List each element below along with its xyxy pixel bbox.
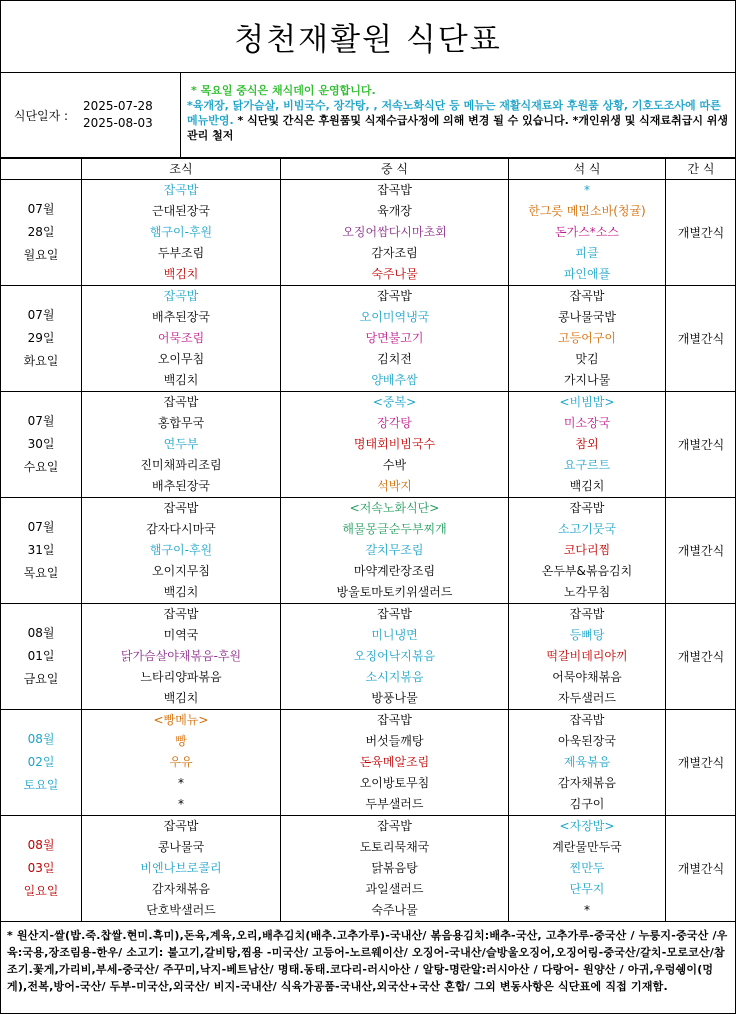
menu-item: 육개장: [377, 204, 412, 218]
period-dates: [81, 73, 181, 157]
menu-item: 숙주나물: [371, 903, 418, 917]
breakfast-cell: [82, 392, 281, 498]
breakfast-cell: [82, 286, 281, 392]
menu-item: 닭가슴살야채볶음-후원: [120, 649, 242, 663]
menu-item: 떡갈비데리야끼: [546, 649, 628, 663]
menu-item: 잡곡밥: [569, 289, 605, 303]
menu-item: 빵: [175, 734, 187, 748]
menu-item: 미역국: [163, 628, 199, 642]
menu-item: 느타리양파볶음: [140, 670, 222, 684]
day-row: [1, 180, 736, 286]
notice: [181, 73, 735, 157]
menu-item: <자장밥>: [559, 819, 615, 833]
menu-item: 오징어쌈다시마초회: [342, 225, 447, 239]
origin-footer: * 원산지-쌀(밥.죽.찹쌀.현미.흑미),돈육,계육,오리,배추김치(배추.고추가루)-국내산/ 볶음용김치:배추-국산, 고추가루-중국산 / 누룽지-중국산 /우육:국용,장조림용-한우/ 소고기: 불고기,갈비탕,찜용 -미국산/ 고등어-노르웨이산/ 오징어-국내산/슬방울오징어,오징어링-중국산/갈치-모로코산/참조기.꽃게,가리비,부세-중국산/ 주꾸미,낙지-베트남산/ 명태.동태.코다리-러시아산 / 알탕-명란알:러시아산 / 다랑어- 원양산 / 아귀,우렁쉥이(멍게),전복,방어-국산/ 두부-미국산,외국산/ 비지-국내산/ 식육가공품-국내산,외국산+국산 혼합/ 그외 변동사항은 식단표에 직접 기재함.: [7, 929, 728, 993]
menu-item: 자두샐러드: [558, 691, 616, 705]
day-month: 08월: [27, 626, 55, 640]
menu-item: 닭볶음탕: [371, 861, 418, 875]
day-day: 31일: [27, 543, 55, 557]
snack-cell: 개별간식: [666, 710, 736, 816]
day-weekday: 토요일: [23, 778, 59, 792]
table-header-row: [1, 159, 736, 180]
menu-item: 백김치: [163, 373, 199, 387]
menu-item: 코다리찜: [563, 543, 611, 557]
day-day: 30일: [27, 437, 55, 451]
menu-item: 백김치: [163, 267, 199, 281]
day-weekday: 금요일: [23, 672, 59, 686]
day-cell: [1, 816, 82, 922]
menu-item: <빵메뉴>: [153, 713, 209, 727]
period-label: 식단일자 :: [13, 108, 69, 123]
menu-item: 도토리묵채국: [359, 840, 430, 854]
dinner-cell: [509, 710, 666, 816]
day-month: 07월: [27, 414, 55, 428]
menu-item: 오이지무침: [152, 564, 210, 578]
menu-item: 잡곡밥: [163, 289, 199, 303]
menu-item: *: [178, 797, 184, 811]
snack-cell: 개별간식: [666, 498, 736, 604]
menu-item: 백김치: [163, 585, 199, 599]
menu-item: 진미채꽈리조림: [140, 458, 222, 472]
breakfast-cell: [82, 816, 281, 922]
dinner-cell: [509, 286, 666, 392]
menu-item: 연두부: [163, 437, 199, 451]
breakfast-cell: [82, 604, 281, 710]
menu-item: 근대된장국: [152, 204, 210, 218]
breakfast-cell: [82, 710, 281, 816]
dinner-cell: [509, 392, 666, 498]
menu-item: 당면불고기: [365, 331, 424, 345]
snack-cell: 개별간식: [666, 816, 736, 922]
menu-item: 양배추쌈: [371, 373, 418, 387]
menu-item: 노각무침: [563, 585, 611, 599]
info-section: [1, 73, 735, 158]
notice-line2-cyan: *육개장, 닭가슴살, 비빔국수, 장각탕, , 저속노화식단 등 메뉴는 재활식재료와 후원품 상황, 기호도조사에 따른 메뉴반영.: [187, 99, 721, 127]
menu-item: 잡곡밥: [569, 501, 605, 515]
period-start: 2025-07-28: [83, 99, 153, 113]
lunch-cell: [281, 392, 509, 498]
menu-item: <저속노화식단>: [349, 501, 440, 515]
menu-item: 명태회비빔국수: [353, 437, 436, 451]
menu-item: 해물몽글순두부찌개: [342, 522, 447, 536]
day-cell: [1, 392, 82, 498]
menu-item: 참외: [575, 437, 599, 451]
menu-item: 오이미역냉국: [359, 310, 430, 324]
lunch-cell: [281, 710, 509, 816]
menu-item: 마약계란장조림: [353, 564, 436, 578]
header-breakfast: 조식: [82, 159, 281, 180]
notice-line1: * 목요일 중식은 채식데이 운영합니다.: [191, 84, 376, 97]
menu-item: 어묵조림: [157, 331, 205, 345]
lunch-cell: [281, 286, 509, 392]
menu-item: 소시지볶음: [365, 670, 424, 684]
day-weekday: 월요일: [23, 248, 59, 262]
menu-item: 콩나물국: [157, 840, 205, 854]
lunch-cell: [281, 498, 509, 604]
snack-cell: 개별간식: [666, 286, 736, 392]
dinner-cell: [509, 498, 666, 604]
period-end: 2025-08-03: [83, 116, 153, 130]
dinner-cell: [509, 816, 666, 922]
day-month: 08월: [27, 732, 55, 746]
menu-item: 홍합무국: [157, 416, 205, 430]
dinner-cell: [509, 604, 666, 710]
menu-item: *: [178, 776, 184, 790]
menu-item: 오이방토무침: [359, 776, 430, 790]
day-day: 02일: [27, 755, 55, 769]
menu-item: 햄구이-후원: [149, 225, 213, 239]
menu-item: 감자채볶음: [152, 882, 210, 896]
menu-item: <비빔밥>: [559, 395, 615, 409]
day-row: [1, 392, 736, 498]
menu-item: 오징어낙지볶음: [353, 649, 436, 663]
day-row: [1, 604, 736, 710]
day-month: 07월: [27, 520, 55, 534]
menu-item: 우유: [169, 755, 193, 769]
menu-item: 단호박샐러드: [146, 903, 216, 917]
menu-item: 잡곡밥: [163, 501, 199, 515]
day-weekday: 일요일: [23, 884, 59, 898]
menu-item: 잡곡밥: [377, 183, 412, 197]
menu-item: 김구이: [569, 797, 605, 811]
menu-item: 두부샐러드: [365, 797, 424, 811]
menu-item: 잡곡밥: [377, 289, 412, 303]
day-cell: [1, 710, 82, 816]
day-weekday: 목요일: [23, 566, 59, 580]
day-cell: [1, 180, 82, 286]
menu-item: 버섯들깨탕: [365, 734, 424, 748]
menu-item: 장각탕: [377, 416, 412, 430]
lunch-cell: [281, 816, 509, 922]
notice-line2: [187, 98, 729, 143]
menu-item: 어묵야채볶음: [552, 670, 622, 684]
menu-item: 햄구이-후원: [149, 543, 213, 557]
day-day: 29일: [27, 331, 55, 345]
menu-item: 비엔나브로콜리: [140, 861, 222, 875]
menu-item: 잡곡밥: [163, 183, 199, 197]
menu-item: 백김치: [163, 691, 199, 705]
menu-item: 배추된장국: [152, 479, 210, 493]
header-dinner: 석 식: [509, 159, 666, 180]
menu-item: 숙주나물: [371, 267, 418, 281]
day-cell: [1, 604, 82, 710]
menu-item: 감자조림: [371, 246, 418, 260]
menu-item: 방풍나물: [371, 691, 418, 705]
menu-item: 잡곡밥: [569, 607, 605, 621]
menu-item: 미니냉면: [371, 628, 418, 642]
menu-item: 등뼈탕: [569, 628, 605, 642]
menu-item: 잡곡밥: [377, 819, 412, 833]
menu-item: 갈치무조림: [365, 543, 424, 557]
menu-item: 잡곡밥: [163, 395, 199, 409]
menu-item: 계란물만두국: [552, 840, 622, 854]
menu-item: 백김치: [569, 479, 605, 493]
menu-item: 가지나물: [563, 373, 611, 387]
day-cell: [1, 498, 82, 604]
menu-item: 찐만두: [569, 861, 605, 875]
day-day: 28일: [27, 225, 55, 239]
menu-table: [0, 158, 736, 922]
menu-item: *: [584, 903, 590, 917]
day-month: 07월: [27, 308, 55, 322]
header-blank: [1, 159, 82, 180]
menu-body: [1, 180, 736, 922]
menu-item: 온두부&볶음김치: [541, 564, 633, 578]
breakfast-cell: [82, 180, 281, 286]
menu-item: 맛김: [575, 352, 599, 366]
header-lunch: 중 식: [281, 159, 509, 180]
menu-item: 오이무침: [157, 352, 205, 366]
notice-line2-black: * 식단및 간식은 후원품및 식재수급사정에 의해 변경 될 수 있습니다. *개인위생 및 식재료취급시 위생관리 철저: [187, 114, 729, 142]
menu-item: 수박: [382, 458, 407, 472]
menu-item: 두부조림: [157, 246, 205, 260]
menu-item: 아욱된장국: [558, 734, 616, 748]
menu-item: 고등어구이: [558, 331, 616, 345]
snack-cell: 개별간식: [666, 180, 736, 286]
menu-item: 피클: [575, 246, 599, 260]
lunch-cell: [281, 180, 509, 286]
menu-item: 파인애플: [563, 267, 611, 281]
menu-item: 잡곡밥: [163, 819, 199, 833]
menu-item: 잡곡밥: [569, 713, 605, 727]
dinner-cell: [509, 180, 666, 286]
menu-item: 미소장국: [563, 416, 611, 430]
menu-item: 석박지: [377, 479, 412, 493]
day-cell: [1, 286, 82, 392]
snack-cell: 개별간식: [666, 604, 736, 710]
menu-item: 요구르트: [563, 458, 611, 472]
menu-item: 제육볶음: [563, 755, 611, 769]
lunch-cell: [281, 604, 509, 710]
menu-item: 감자다시마국: [146, 522, 216, 536]
menu-item: 방울토마토키위샐러드: [336, 585, 453, 599]
menu-item: 김치전: [377, 352, 412, 366]
menu-item: 소고기뭇국: [558, 522, 616, 536]
day-day: 01일: [27, 649, 55, 663]
header-snack: 간 식: [666, 159, 736, 180]
day-row: [1, 710, 736, 816]
menu-item: 한그릇 메밀소바(청귤): [528, 204, 646, 218]
day-row: [1, 816, 736, 922]
menu-item: 잡곡밥: [377, 607, 412, 621]
breakfast-cell: [82, 498, 281, 604]
menu-item: *: [584, 183, 590, 197]
menu-item: 돈육메알조림: [359, 755, 430, 769]
day-row: [1, 286, 736, 392]
day-row: [1, 498, 736, 604]
menu-item: 과일샐러드: [365, 882, 424, 896]
menu-item: 감자채볶음: [558, 776, 616, 790]
day-month: 08월: [27, 838, 55, 852]
menu-item: 콩나물국밥: [558, 310, 616, 324]
menu-item: 돈가스*소스: [555, 225, 619, 239]
menu-item: 잡곡밥: [163, 607, 199, 621]
menu-item: 단무지: [569, 882, 605, 896]
day-month: 07월: [27, 202, 55, 216]
snack-cell: 개별간식: [666, 392, 736, 498]
page-title: 청천재활원 식단표: [1, 1, 735, 73]
day-day: 03일: [27, 861, 55, 875]
menu-item: <중복>: [372, 395, 417, 409]
menu-item: 잡곡밥: [377, 713, 412, 727]
day-weekday: 수요일: [23, 460, 59, 474]
menu-item: 배추된장국: [152, 310, 210, 324]
day-weekday: 화요일: [23, 354, 59, 368]
